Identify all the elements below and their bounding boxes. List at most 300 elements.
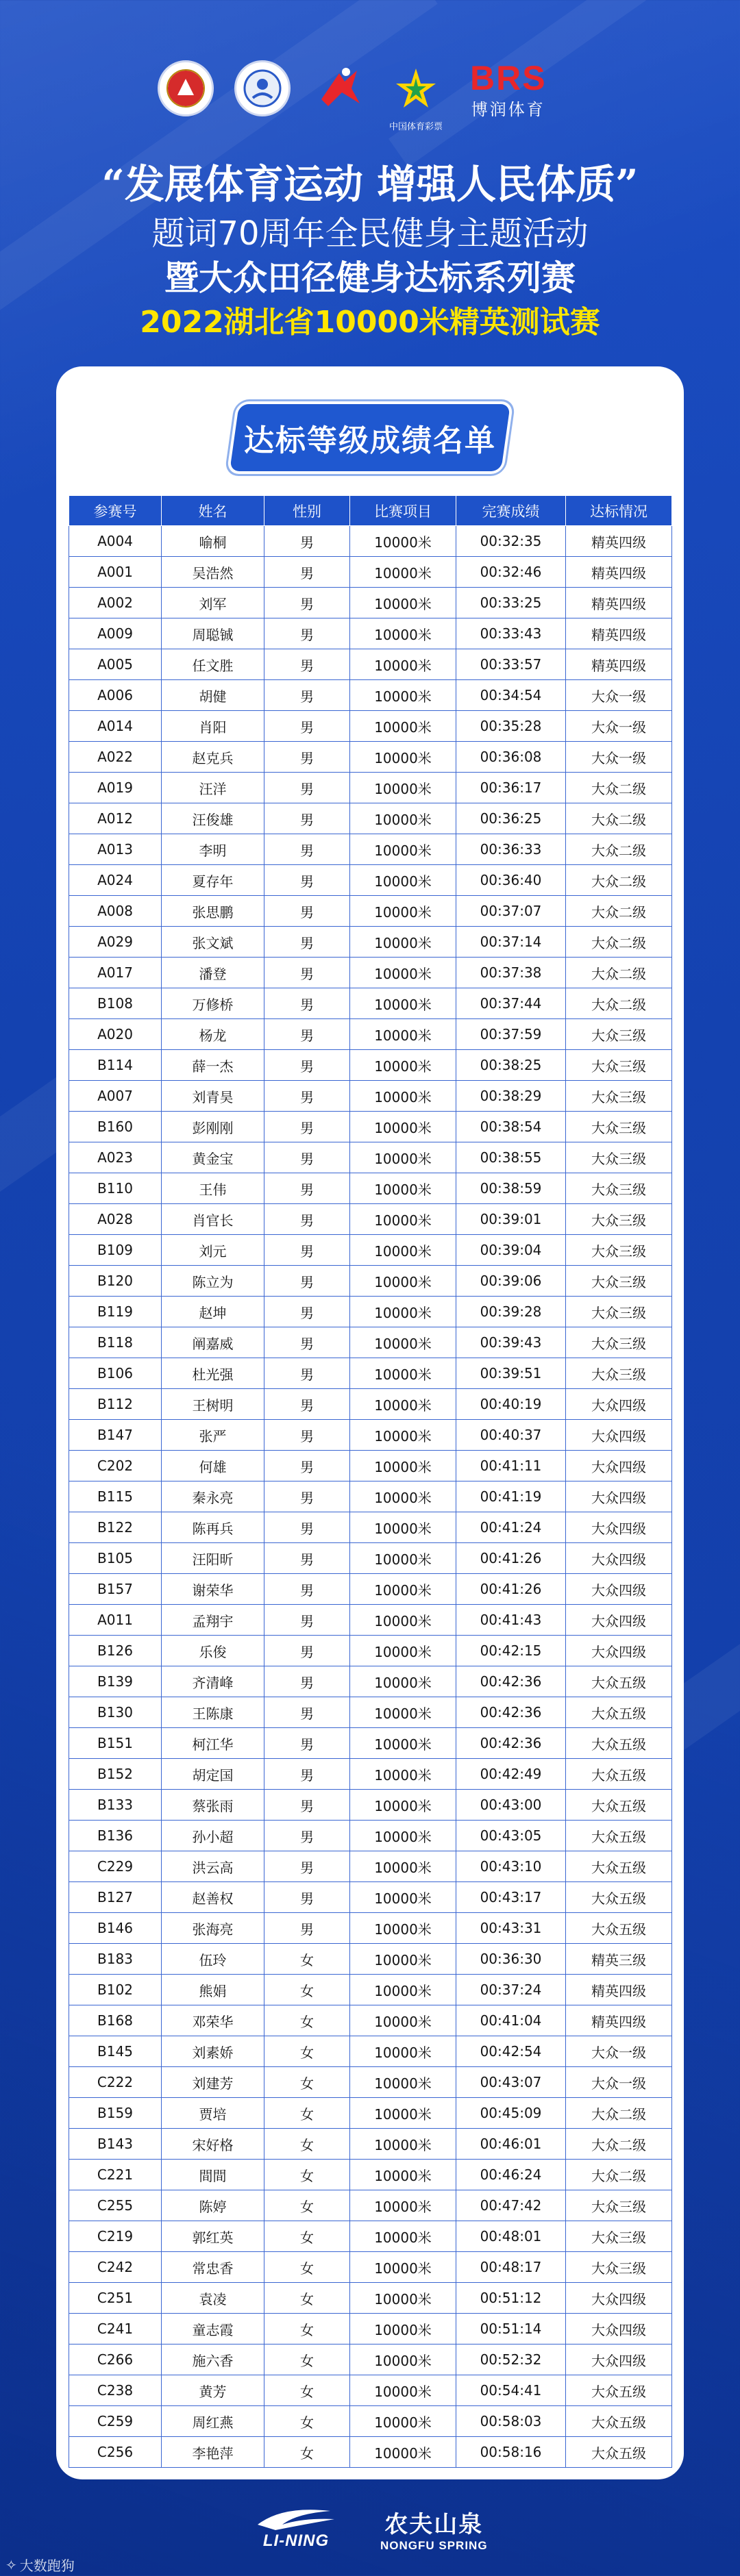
time-cell: 00:33:57 bbox=[456, 649, 566, 680]
time-cell: 00:32:35 bbox=[456, 526, 566, 557]
time-cell: 00:39:01 bbox=[456, 1204, 566, 1235]
bib-cell: B151 bbox=[69, 1728, 162, 1759]
time-cell: 00:36:30 bbox=[456, 1944, 566, 1975]
name-cell: 胡定国 bbox=[162, 1759, 264, 1790]
table-row bbox=[69, 1142, 672, 1173]
event-cell: 10000米 bbox=[350, 2406, 456, 2437]
event-cell: 10000米 bbox=[350, 773, 456, 803]
event-cell: 10000米 bbox=[350, 927, 456, 958]
name-cell: 彭刚刚 bbox=[162, 1112, 264, 1142]
table-row bbox=[69, 1790, 672, 1821]
level-cell: 大众四级 bbox=[566, 2344, 672, 2375]
time-cell: 00:36:33 bbox=[456, 834, 566, 865]
bib-cell: C251 bbox=[69, 2283, 162, 2314]
time-cell: 00:43:07 bbox=[456, 2067, 566, 2098]
fitness-runner-icon bbox=[311, 60, 367, 116]
gender-cell: 男 bbox=[264, 526, 350, 557]
event-cell: 10000米 bbox=[350, 2190, 456, 2221]
bib-cell: A020 bbox=[69, 1019, 162, 1050]
time-cell: 00:39:04 bbox=[456, 1235, 566, 1266]
level-cell: 精英四级 bbox=[566, 1975, 672, 2005]
table-row bbox=[69, 927, 672, 958]
event-cell: 10000米 bbox=[350, 649, 456, 680]
china-sports-lottery-icon bbox=[388, 60, 444, 116]
table-row bbox=[69, 1389, 672, 1420]
event-cell: 10000米 bbox=[350, 1358, 456, 1389]
column-header: 达标情况 bbox=[566, 496, 672, 526]
table-row bbox=[69, 803, 672, 834]
table-row bbox=[69, 2314, 672, 2344]
bib-cell: A017 bbox=[69, 958, 162, 988]
fitness-runner-logo bbox=[311, 60, 367, 116]
bib-cell: A001 bbox=[69, 557, 162, 588]
gender-cell: 男 bbox=[264, 1081, 350, 1112]
time-cell: 00:36:17 bbox=[456, 773, 566, 803]
time-cell: 00:36:40 bbox=[456, 865, 566, 896]
gender-cell: 男 bbox=[264, 1451, 350, 1481]
name-cell: 郭红英 bbox=[162, 2221, 264, 2252]
level-cell: 大众三级 bbox=[566, 1050, 672, 1081]
event-cell: 10000米 bbox=[350, 1173, 456, 1204]
name-cell: 刘青昊 bbox=[162, 1081, 264, 1112]
level-cell: 大众五级 bbox=[566, 1913, 672, 1944]
bib-cell: B106 bbox=[69, 1358, 162, 1389]
table-row bbox=[69, 1358, 672, 1389]
time-cell: 00:41:43 bbox=[456, 1605, 566, 1636]
name-cell: 施六香 bbox=[162, 2344, 264, 2375]
time-cell: 00:42:36 bbox=[456, 1697, 566, 1728]
event-cell: 10000米 bbox=[350, 896, 456, 927]
gender-cell: 女 bbox=[264, 2067, 350, 2098]
event-cell: 10000米 bbox=[350, 526, 456, 557]
table-row bbox=[69, 958, 672, 988]
table-row bbox=[69, 1019, 672, 1050]
bib-cell: B102 bbox=[69, 1975, 162, 2005]
name-cell: 谢荣华 bbox=[162, 1574, 264, 1605]
bib-cell: B145 bbox=[69, 2036, 162, 2067]
time-cell: 00:51:12 bbox=[456, 2283, 566, 2314]
name-cell: 王陈康 bbox=[162, 1697, 264, 1728]
gender-cell: 男 bbox=[264, 1759, 350, 1790]
bib-cell: B119 bbox=[69, 1297, 162, 1327]
time-cell: 00:38:29 bbox=[456, 1081, 566, 1112]
time-cell: 00:52:32 bbox=[456, 2344, 566, 2375]
results-table bbox=[69, 495, 672, 2468]
event-cell: 10000米 bbox=[350, 1759, 456, 1790]
gender-cell: 女 bbox=[264, 2129, 350, 2160]
level-cell: 大众二级 bbox=[566, 773, 672, 803]
brs-wordmark bbox=[470, 60, 547, 96]
event-cell: 10000米 bbox=[350, 1420, 456, 1451]
table-row bbox=[69, 865, 672, 896]
name-cell: 胡健 bbox=[162, 680, 264, 711]
gender-cell: 女 bbox=[264, 2036, 350, 2067]
level-cell: 大众二级 bbox=[566, 865, 672, 896]
gender-cell: 女 bbox=[264, 2283, 350, 2314]
name-cell: 吴浩然 bbox=[162, 557, 264, 588]
name-cell: 齐清峰 bbox=[162, 1666, 264, 1697]
time-cell: 00:37:38 bbox=[456, 958, 566, 988]
gender-cell: 男 bbox=[264, 1358, 350, 1389]
name-cell: 刘元 bbox=[162, 1235, 264, 1266]
level-cell: 精英四级 bbox=[566, 526, 672, 557]
name-cell: 孙小超 bbox=[162, 1821, 264, 1851]
name-cell: 肖阳 bbox=[162, 711, 264, 742]
table-row bbox=[69, 2160, 672, 2190]
gender-cell: 男 bbox=[264, 834, 350, 865]
name-cell: 张海亮 bbox=[162, 1913, 264, 1944]
name-cell: 李明 bbox=[162, 834, 264, 865]
name-cell: 潘登 bbox=[162, 958, 264, 988]
name-cell: 宋好格 bbox=[162, 2129, 264, 2160]
table-row bbox=[69, 1543, 672, 1574]
time-cell: 00:40:19 bbox=[456, 1389, 566, 1420]
series-title: 暨大众田径健身达标系列赛 bbox=[164, 258, 576, 298]
event-cell: 10000米 bbox=[350, 1636, 456, 1666]
name-cell: 刘建芳 bbox=[162, 2067, 264, 2098]
name-cell: 夏存年 bbox=[162, 865, 264, 896]
table-row bbox=[69, 2067, 672, 2098]
table-row bbox=[69, 1913, 672, 1944]
event-cell: 10000米 bbox=[350, 2252, 456, 2283]
name-cell: 赵坤 bbox=[162, 1297, 264, 1327]
bib-cell: B115 bbox=[69, 1481, 162, 1512]
event-cell: 10000米 bbox=[350, 1543, 456, 1574]
level-cell: 大众三级 bbox=[566, 1173, 672, 1204]
brs-red-letters: BR bbox=[470, 59, 523, 97]
table-row bbox=[69, 1297, 672, 1327]
level-cell: 大众四级 bbox=[566, 1636, 672, 1666]
event-cell: 10000米 bbox=[350, 988, 456, 1019]
event-cell: 10000米 bbox=[350, 680, 456, 711]
brs-last-letter: S bbox=[522, 59, 547, 97]
event-cell: 10000米 bbox=[350, 1728, 456, 1759]
nongfu-spring-logo bbox=[380, 2505, 488, 2553]
level-cell: 大众三级 bbox=[566, 1235, 672, 1266]
time-cell: 00:39:51 bbox=[456, 1358, 566, 1389]
table-row bbox=[69, 1759, 672, 1790]
lining-mark-icon bbox=[255, 2504, 337, 2531]
time-cell: 00:43:17 bbox=[456, 1882, 566, 1913]
name-cell: 肖官长 bbox=[162, 1204, 264, 1235]
table-row bbox=[69, 649, 672, 680]
event-cell: 10000米 bbox=[350, 1327, 456, 1358]
event-cell: 10000米 bbox=[350, 742, 456, 773]
event-cell: 10000米 bbox=[350, 2036, 456, 2067]
gender-cell: 男 bbox=[264, 1142, 350, 1173]
bib-cell: C222 bbox=[69, 2067, 162, 2098]
event-cell: 10000米 bbox=[350, 1944, 456, 1975]
gender-cell: 男 bbox=[264, 1297, 350, 1327]
gender-cell: 男 bbox=[264, 1420, 350, 1451]
gender-cell: 女 bbox=[264, 2160, 350, 2190]
sponsor-logo-row bbox=[158, 60, 596, 136]
name-cell: 贾培 bbox=[162, 2098, 264, 2129]
watermark-icon: ✧ bbox=[5, 2556, 17, 2573]
bib-cell: A006 bbox=[69, 680, 162, 711]
name-cell: 周红燕 bbox=[162, 2406, 264, 2437]
event-cell: 10000米 bbox=[350, 1790, 456, 1821]
gender-cell: 女 bbox=[264, 2098, 350, 2129]
event-cell: 10000米 bbox=[350, 1266, 456, 1297]
time-cell: 00:37:59 bbox=[456, 1019, 566, 1050]
name-cell: 常忠香 bbox=[162, 2252, 264, 2283]
name-cell: 蔡张雨 bbox=[162, 1790, 264, 1821]
gender-cell: 男 bbox=[264, 1636, 350, 1666]
level-cell: 大众四级 bbox=[566, 1389, 672, 1420]
table-row bbox=[69, 557, 672, 588]
table-row bbox=[69, 711, 672, 742]
time-cell: 00:40:37 bbox=[456, 1420, 566, 1451]
level-cell: 大众二级 bbox=[566, 988, 672, 1019]
table-row bbox=[69, 1451, 672, 1481]
table-row bbox=[69, 742, 672, 773]
event-cell: 10000米 bbox=[350, 1142, 456, 1173]
table-row bbox=[69, 526, 672, 557]
bib-cell: A011 bbox=[69, 1605, 162, 1636]
bib-cell: C229 bbox=[69, 1851, 162, 1882]
time-cell: 00:41:11 bbox=[456, 1451, 566, 1481]
name-cell: 杜光强 bbox=[162, 1358, 264, 1389]
name-cell: 間間 bbox=[162, 2160, 264, 2190]
table-row bbox=[69, 896, 672, 927]
table-row bbox=[69, 1605, 672, 1636]
table-row bbox=[69, 773, 672, 803]
level-cell: 大众五级 bbox=[566, 1697, 672, 1728]
level-cell: 大众一级 bbox=[566, 2067, 672, 2098]
time-cell: 00:42:36 bbox=[456, 1666, 566, 1697]
event-cell: 10000米 bbox=[350, 1975, 456, 2005]
gender-cell: 女 bbox=[264, 2005, 350, 2036]
table-row bbox=[69, 1481, 672, 1512]
level-cell: 大众三级 bbox=[566, 1112, 672, 1142]
level-cell: 大众三级 bbox=[566, 1081, 672, 1112]
bib-cell: B160 bbox=[69, 1112, 162, 1142]
event-cell: 10000米 bbox=[350, 834, 456, 865]
level-cell: 大众三级 bbox=[566, 2252, 672, 2283]
level-cell: 大众四级 bbox=[566, 1451, 672, 1481]
time-cell: 00:36:08 bbox=[456, 742, 566, 773]
bib-cell: C238 bbox=[69, 2375, 162, 2406]
name-cell: 张思鹏 bbox=[162, 896, 264, 927]
gender-cell: 男 bbox=[264, 618, 350, 649]
bib-cell: B127 bbox=[69, 1882, 162, 1913]
china-sports-lottery-logo bbox=[388, 60, 444, 132]
table-row bbox=[69, 1851, 672, 1882]
bib-cell: A023 bbox=[69, 1142, 162, 1173]
table-row bbox=[69, 1882, 672, 1913]
time-cell: 00:41:19 bbox=[456, 1481, 566, 1512]
name-cell: 万修桥 bbox=[162, 988, 264, 1019]
event-cell: 10000米 bbox=[350, 1605, 456, 1636]
watermark-text: 大数跑狗 bbox=[19, 2558, 75, 2574]
event-cell: 10000米 bbox=[350, 1851, 456, 1882]
name-cell: 任文胜 bbox=[162, 649, 264, 680]
gender-cell: 男 bbox=[264, 958, 350, 988]
table-row bbox=[69, 1666, 672, 1697]
level-cell: 精英四级 bbox=[566, 588, 672, 618]
level-cell: 大众二级 bbox=[566, 2129, 672, 2160]
bib-cell: A024 bbox=[69, 865, 162, 896]
bib-cell: A002 bbox=[69, 588, 162, 618]
bib-cell: A028 bbox=[69, 1204, 162, 1235]
time-cell: 00:48:01 bbox=[456, 2221, 566, 2252]
bib-cell: B147 bbox=[69, 1420, 162, 1451]
table-row bbox=[69, 1204, 672, 1235]
table-row bbox=[69, 2283, 672, 2314]
bib-cell: B133 bbox=[69, 1790, 162, 1821]
fitness-standard-logo bbox=[234, 60, 291, 116]
bib-cell: B114 bbox=[69, 1050, 162, 1081]
level-cell: 大众一级 bbox=[566, 742, 672, 773]
time-cell: 00:51:14 bbox=[456, 2314, 566, 2344]
time-cell: 00:37:24 bbox=[456, 1975, 566, 2005]
name-cell: 阐嘉威 bbox=[162, 1327, 264, 1358]
level-cell: 大众五级 bbox=[566, 2406, 672, 2437]
table-row bbox=[69, 1327, 672, 1358]
level-cell: 大众五级 bbox=[566, 1728, 672, 1759]
level-cell: 大众五级 bbox=[566, 1790, 672, 1821]
level-cell: 大众五级 bbox=[566, 1666, 672, 1697]
gender-cell: 男 bbox=[264, 1728, 350, 1759]
time-cell: 00:43:31 bbox=[456, 1913, 566, 1944]
level-cell: 大众五级 bbox=[566, 2375, 672, 2406]
gender-cell: 女 bbox=[264, 2437, 350, 2468]
event-title: 2022湖北省10000米精英测试赛 bbox=[140, 305, 600, 340]
column-header: 性别 bbox=[264, 496, 350, 526]
name-cell: 陈婷 bbox=[162, 2190, 264, 2221]
bib-cell: B152 bbox=[69, 1759, 162, 1790]
table-row bbox=[69, 1112, 672, 1142]
event-cell: 10000米 bbox=[350, 1204, 456, 1235]
anniversary-title: 题词70周年全民健身主题活动 bbox=[151, 214, 589, 253]
event-cell: 10000米 bbox=[350, 1451, 456, 1481]
level-cell: 大众二级 bbox=[566, 896, 672, 927]
name-cell: 孟翔宇 bbox=[162, 1605, 264, 1636]
level-cell: 大众一级 bbox=[566, 711, 672, 742]
name-cell: 伍玲 bbox=[162, 1944, 264, 1975]
gender-cell: 女 bbox=[264, 1975, 350, 2005]
name-cell: 李艳萍 bbox=[162, 2437, 264, 2468]
gender-cell: 男 bbox=[264, 865, 350, 896]
event-cell: 10000米 bbox=[350, 865, 456, 896]
gender-cell: 男 bbox=[264, 1851, 350, 1882]
table-row bbox=[69, 2098, 672, 2129]
table-row bbox=[69, 2344, 672, 2375]
table-row bbox=[69, 2437, 672, 2468]
gender-cell: 男 bbox=[264, 1266, 350, 1297]
gender-cell: 男 bbox=[264, 1019, 350, 1050]
table-row bbox=[69, 1050, 672, 1081]
level-cell: 大众四级 bbox=[566, 1605, 672, 1636]
name-cell: 邓荣华 bbox=[162, 2005, 264, 2036]
time-cell: 00:41:26 bbox=[456, 1543, 566, 1574]
event-cell: 10000米 bbox=[350, 1050, 456, 1081]
bib-cell: A022 bbox=[69, 742, 162, 773]
table-row bbox=[69, 680, 672, 711]
name-cell: 赵善权 bbox=[162, 1882, 264, 1913]
level-cell: 精英四级 bbox=[566, 618, 672, 649]
time-cell: 00:58:16 bbox=[456, 2437, 566, 2468]
bib-cell: C221 bbox=[69, 2160, 162, 2190]
gender-cell: 男 bbox=[264, 557, 350, 588]
level-cell: 精英四级 bbox=[566, 2005, 672, 2036]
bib-cell: B118 bbox=[69, 1327, 162, 1358]
gender-cell: 男 bbox=[264, 896, 350, 927]
level-cell: 大众三级 bbox=[566, 1358, 672, 1389]
name-cell: 秦永亮 bbox=[162, 1481, 264, 1512]
gender-cell: 女 bbox=[264, 2375, 350, 2406]
level-cell: 大众五级 bbox=[566, 1759, 672, 1790]
gender-cell: 女 bbox=[264, 2344, 350, 2375]
level-cell: 大众一级 bbox=[566, 2036, 672, 2067]
level-cell: 精英四级 bbox=[566, 557, 672, 588]
table-row bbox=[69, 2129, 672, 2160]
time-cell: 00:42:36 bbox=[456, 1728, 566, 1759]
table-row bbox=[69, 2190, 672, 2221]
time-cell: 00:42:49 bbox=[456, 1759, 566, 1790]
level-cell: 大众四级 bbox=[566, 1481, 672, 1512]
table-row bbox=[69, 1420, 672, 1451]
name-cell: 喻桐 bbox=[162, 526, 264, 557]
footer-sponsors bbox=[0, 2501, 740, 2563]
level-cell: 大众二级 bbox=[566, 927, 672, 958]
table-row bbox=[69, 2005, 672, 2036]
name-cell: 熊娟 bbox=[162, 1975, 264, 2005]
time-cell: 00:38:59 bbox=[456, 1173, 566, 1204]
time-cell: 00:47:42 bbox=[456, 2190, 566, 2221]
time-cell: 00:43:10 bbox=[456, 1851, 566, 1882]
table-body bbox=[69, 526, 672, 2468]
gender-cell: 男 bbox=[264, 1235, 350, 1266]
bib-cell: C255 bbox=[69, 2190, 162, 2221]
time-cell: 00:38:55 bbox=[456, 1142, 566, 1173]
level-cell: 大众四级 bbox=[566, 2314, 672, 2344]
table-row bbox=[69, 1173, 672, 1204]
event-cell: 10000米 bbox=[350, 588, 456, 618]
slogan-title: “发展体育运动 增强人民体质” bbox=[101, 161, 639, 208]
event-cell: 10000米 bbox=[350, 1574, 456, 1605]
time-cell: 00:37:44 bbox=[456, 988, 566, 1019]
column-header: 参赛号 bbox=[69, 496, 162, 526]
logo-caption: 中国体育彩票 bbox=[388, 122, 443, 132]
bib-cell: B105 bbox=[69, 1543, 162, 1574]
level-cell: 大众二级 bbox=[566, 803, 672, 834]
time-cell: 00:33:25 bbox=[456, 588, 566, 618]
bib-cell: A029 bbox=[69, 927, 162, 958]
level-cell: 精英四级 bbox=[566, 649, 672, 680]
level-cell: 大众二级 bbox=[566, 2160, 672, 2190]
table-row bbox=[69, 834, 672, 865]
bib-cell: B108 bbox=[69, 988, 162, 1019]
event-cell: 10000米 bbox=[350, 1913, 456, 1944]
bib-cell: A007 bbox=[69, 1081, 162, 1112]
column-header: 比赛项目 bbox=[350, 496, 456, 526]
event-cell: 10000米 bbox=[350, 1481, 456, 1512]
results-banner bbox=[234, 404, 506, 471]
name-cell: 汪洋 bbox=[162, 773, 264, 803]
bib-cell: A019 bbox=[69, 773, 162, 803]
gender-cell: 女 bbox=[264, 2252, 350, 2283]
table-row bbox=[69, 988, 672, 1019]
lining-logo bbox=[255, 2504, 337, 2551]
event-cell: 10000米 bbox=[350, 958, 456, 988]
name-cell: 乐俊 bbox=[162, 1636, 264, 1666]
gender-cell: 女 bbox=[264, 2314, 350, 2344]
gender-cell: 男 bbox=[264, 711, 350, 742]
athletics-association-logo bbox=[158, 60, 214, 116]
event-cell: 10000米 bbox=[350, 1821, 456, 1851]
